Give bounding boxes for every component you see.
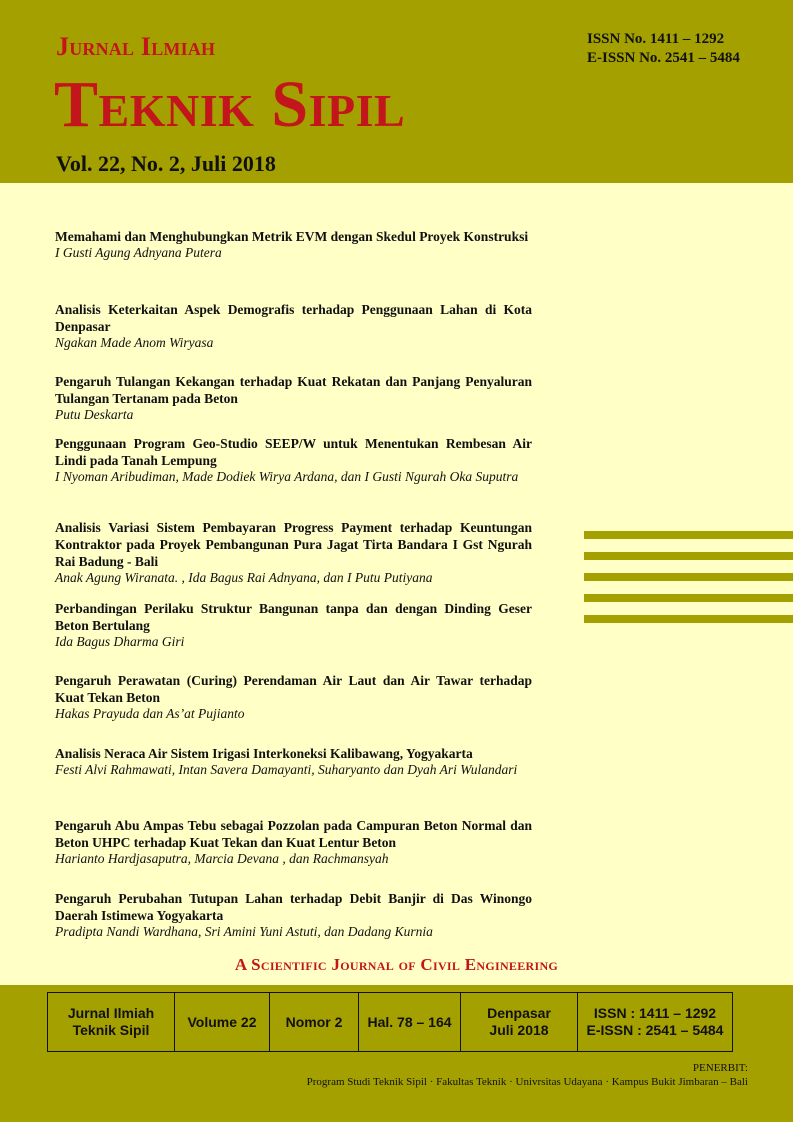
info-date: Juli 2018: [489, 1022, 549, 1038]
article-authors: Festi Alvi Rahmawati, Intan Savera Damayanti, Suharyanto dan Dyah Ari Wulandari: [55, 762, 518, 777]
decorative-stripes: [584, 531, 793, 636]
article-authors: Pradipta Nandi Wardhana, Sri Amini Yuni Astuti, dan Dadang Kurnia: [55, 924, 433, 939]
stripe: [584, 531, 793, 539]
info-journal-line1: Jurnal Ilmiah: [67, 1005, 155, 1021]
publisher-text: Program Studi Teknik Sipil · Fakultas Teknik · Univrsitas Udayana · Kampus Bukit Jimbaran – Bali: [306, 1076, 748, 1088]
article-entry[interactable]: [55, 817, 532, 867]
stripe: [584, 573, 793, 581]
info-cell-pages: Hal. 78 – 164: [359, 993, 461, 1052]
article-title: Analisis Neraca Air Sistem Irigasi Interkoneksi Kalibawang, Yogyakarta: [55, 746, 473, 761]
article-authors: I Gusti Agung Adnyana Putera: [55, 245, 222, 260]
info-cell-place-date: [461, 993, 578, 1052]
issn-block: [587, 30, 740, 68]
stripe: [584, 594, 793, 602]
article-authors: I Nyoman Aribudiman, Made Dodiek Wirya Ardana, dan I Gusti Ngurah Oka Suputra: [55, 469, 519, 484]
info-cell-issn: [578, 993, 733, 1052]
stripe: [584, 552, 793, 560]
article-title: Pengaruh Perawatan (Curing) Perendaman Air Laut dan Air Tawar terhadap Kuat Tekan Beton: [55, 673, 532, 705]
eissn-number: E-ISSN No. 2541 – 5484: [587, 50, 740, 66]
article-title: Pengaruh Perubahan Tutupan Lahan terhadap Debit Banjir di Das Winongo Daerah Istimewa Yogyakarta: [55, 891, 532, 923]
stripe: [584, 615, 793, 623]
article-entry[interactable]: [55, 301, 532, 351]
info-cell-volume: Volume 22: [175, 993, 270, 1052]
article-entry[interactable]: [55, 745, 532, 778]
article-title: Memahami dan Menghubungkan Metrik EVM dengan Skedul Proyek Konstruksi: [55, 229, 529, 244]
info-issn: ISSN : 1411 – 1292: [593, 1005, 717, 1021]
article-entry[interactable]: [55, 890, 532, 940]
article-authors: Putu Deskarta: [55, 407, 134, 422]
volume-issue: Vol. 22, No. 2, Juli 2018: [56, 151, 276, 176]
article-entry[interactable]: [55, 228, 532, 261]
journal-info-table: [47, 992, 733, 1052]
article-title: Analisis Keterkaitan Aspek Demografis terhadap Penggunaan Lahan di Kota Denpasar: [55, 302, 532, 334]
article-entry[interactable]: [55, 600, 532, 650]
publisher-block: [307, 1061, 748, 1089]
info-cell-nomor: Nomor 2: [270, 993, 359, 1052]
article-authors: Ida Bagus Dharma Giri: [55, 634, 185, 649]
article-entry[interactable]: [55, 672, 532, 722]
publisher-label: PENERBIT:: [692, 1062, 748, 1074]
info-cell-journal: [48, 993, 175, 1052]
article-authors: Anak Agung Wiranata. , Ida Bagus Rai Adnyana, dan I Putu Putiyana: [55, 570, 433, 585]
article-authors: Harianto Hardjasaputra, Marcia Devana , dan Rachmansyah: [55, 851, 389, 866]
info-city: Denpasar: [487, 1005, 551, 1021]
article-entry[interactable]: [55, 373, 532, 423]
article-entry[interactable]: [55, 435, 532, 485]
article-title: Analisis Variasi Sistem Pembayaran Progress Payment terhadap Keuntungan Kontraktor pada Proyek Pembangunan Pura Jagat Tirta Bandara I Gst Ngurah Rai Badung - Bali: [55, 520, 532, 569]
journal-name-line2: Teknik Sipil: [54, 68, 406, 141]
article-title: Perbandingan Perilaku Struktur Bangunan tanpa dan dengan Dinding Geser Beton Bertulang: [55, 601, 532, 633]
journal-tagline: A Scientific Journal of Civil Engineering: [234, 955, 559, 974]
article-title: Pengaruh Abu Ampas Tebu sebagai Pozzolan pada Campuran Beton Normal dan Beton UHPC terhadap Kuat Tekan dan Kuat Lentur Beton: [55, 818, 532, 850]
info-eissn: E-ISSN : 2541 – 5484: [586, 1022, 724, 1038]
info-journal-line2: Teknik Sipil: [72, 1022, 150, 1038]
article-title: Penggunaan Program Geo-Studio SEEP/W untuk Menentukan Rembesan Air Lindi pada Tanah Lempung: [55, 436, 532, 468]
article-authors: Hakas Prayuda dan As’at Pujianto: [55, 706, 245, 721]
article-authors: Ngakan Made Anom Wiryasa: [55, 335, 214, 350]
issn-number: ISSN No. 1411 – 1292: [587, 31, 725, 47]
article-title: Pengaruh Tulangan Kekangan terhadap Kuat Rekatan dan Panjang Penyaluran Tulangan Tertanam pada Beton: [55, 374, 532, 406]
article-entry[interactable]: [55, 519, 532, 586]
journal-name-line1: Jurnal Ilmiah: [56, 32, 216, 61]
